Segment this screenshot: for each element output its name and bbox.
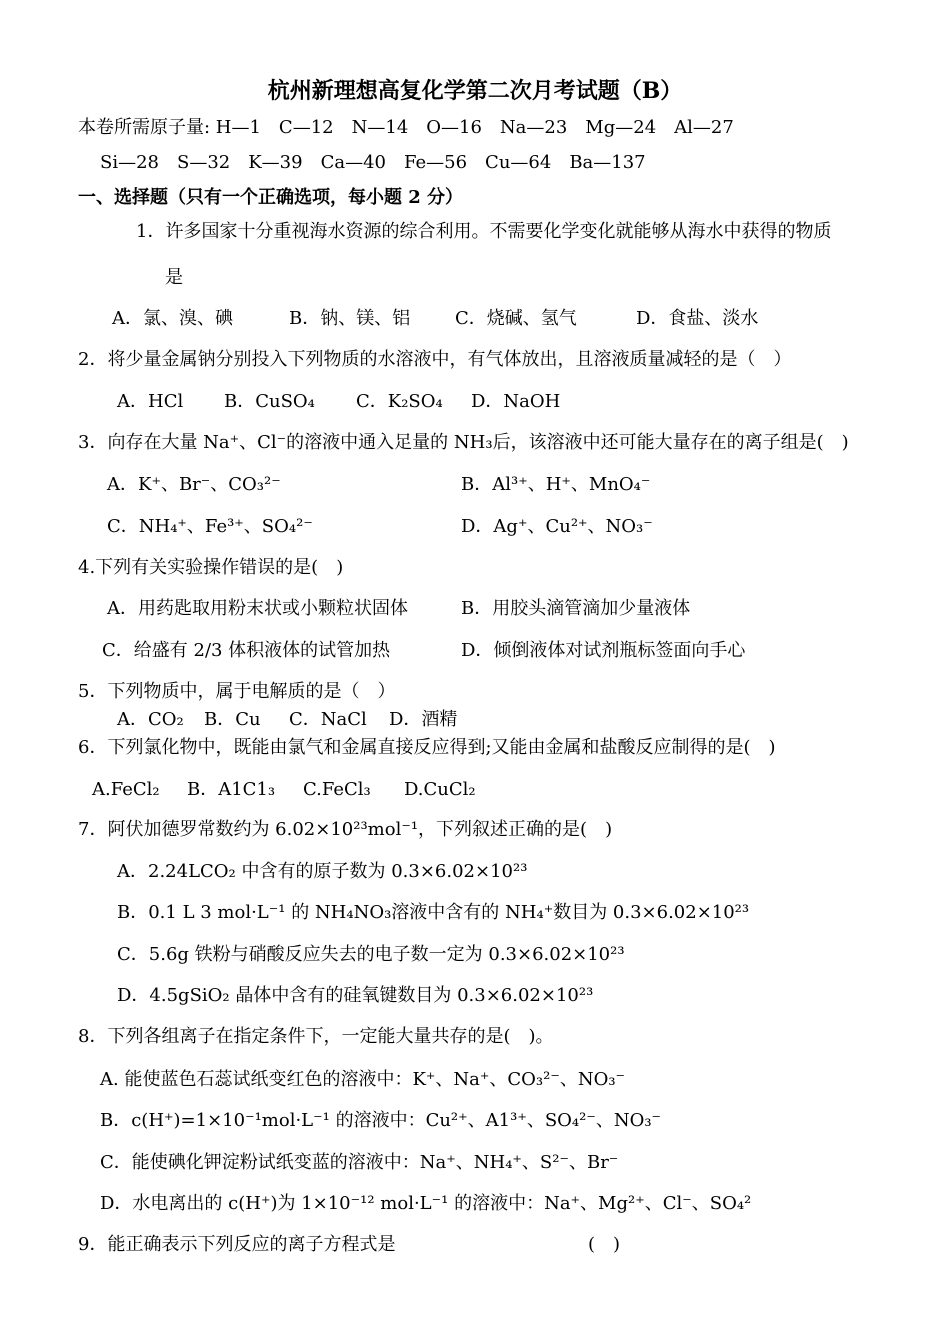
question-2-option-d: D．NaOH <box>471 391 561 412</box>
question-5-option-c: C．NaCl <box>289 709 367 730</box>
question-5-stem: 5．下列物质中，属于电解质的是（ ） <box>78 681 396 702</box>
question-5-option-b: B．Cu <box>204 709 261 730</box>
question-8-option-d: D．水电离出的 c(H⁺)为 1×10⁻¹² mol·L⁻¹ 的溶液中：Na⁺、Mg²⁺、Cl⁻、SO₄² <box>100 1193 752 1214</box>
question-4-option-b: B．用胶头滴管滴加少量液体 <box>461 598 691 619</box>
question-2-option-b: B．CuSO₄ <box>224 391 315 412</box>
question-9-stem: 9．能正确表示下列反应的离子方程式是 <box>78 1234 396 1255</box>
question-4-option-a: A．用药匙取用粉末状或小颗粒状固体 <box>107 598 408 619</box>
question-6-option-c: C.FeCl₃ <box>303 779 371 800</box>
question-4-stem: 4.下列有关实验操作错误的是( ) <box>78 557 344 578</box>
question-1-option-c: C．烧碱、氢气 <box>455 308 577 329</box>
question-8-option-b: B．c(H⁺)=1×10⁻¹mol·L⁻¹ 的溶液中：Cu²⁺、A1³⁺、SO₄²⁻、NO₃⁻ <box>100 1110 662 1131</box>
atomic-masses-line1: 本卷所需原子量: H—1 C—12 N—14 O—16 Na—23 Mg—24 Al—27 <box>78 117 734 138</box>
question-9-answer-bracket: ( ) <box>588 1234 621 1255</box>
question-2-option-c: C．K₂SO₄ <box>356 391 443 412</box>
page-title: 杭州新理想高复化学第二次月考试题（B） <box>267 78 683 104</box>
question-3-stem: 3．向存在大量 Na⁺、Cl⁻的溶液中通入足量的 NH₃后，该溶液中还可能大量存在的离子组是( ) <box>78 432 849 453</box>
question-5-option-a: A．CO₂ <box>117 709 184 730</box>
question-1-option-b: B．钠、镁、铝 <box>289 308 411 329</box>
question-6-stem: 6．下列氯化物中，既能由氯气和金属直接反应得到;又能由金属和盐酸反应制得的是( ) <box>78 737 776 758</box>
question-1-option-d: D．食盐、淡水 <box>636 308 759 329</box>
question-4-option-d: D．倾倒液体对试剂瓶标签面向手心 <box>461 640 746 661</box>
question-1-option-a: A．氯、溴、碘 <box>112 308 233 329</box>
question-7-stem: 7．阿伏加德罗常数约为 6.02×10²³mol⁻¹，下列叙述正确的是( ) <box>78 819 613 840</box>
atomic-masses-line2: Si—28 S—32 K—39 Ca—40 Fe—56 Cu—64 Ba—137 <box>100 152 646 173</box>
question-7-option-c: C．5.6g 铁粉与硝酸反应失去的电子数一定为 0.3×6.02×10²³ <box>117 944 625 965</box>
question-7-option-b: B．0.1 L 3 mol·L⁻¹ 的 NH₄NO₃溶液中含有的 NH₄⁺数目为 0.3×6.02×10²³ <box>117 902 750 923</box>
question-2-option-a: A．HCl <box>117 391 184 412</box>
question-8-option-a: A. 能使蓝色石蕊试纸变红色的溶液中：K⁺、Na⁺、CO₃²⁻、NO₃⁻ <box>100 1069 626 1090</box>
question-3-option-a: A．K⁺、Br⁻、CO₃²⁻ <box>107 474 281 495</box>
question-8-stem: 8．下列各组离子在指定条件下，一定能大量共存的是( )。 <box>78 1026 554 1047</box>
question-3-option-c: C．NH₄⁺、Fe³⁺、SO₄²⁻ <box>107 516 313 537</box>
question-2-stem: 2．将少量金属钠分别投入下列物质的水溶液中，有气体放出，且溶液质量减轻的是（ ） <box>78 349 792 370</box>
question-7-option-a: A．2.24LCO₂ 中含有的原子数为 0.3×6.02×10²³ <box>117 861 528 882</box>
question-6-option-a: A.FeCl₂ <box>92 779 160 800</box>
question-6-option-b: B．A1C1₃ <box>187 779 276 800</box>
section-heading: 一、选择题（只有一个正确选项，每小题 2 分） <box>78 187 464 208</box>
question-1-stem-cont: 是 <box>165 267 183 288</box>
question-8-option-c: C．能使碘化钾淀粉试纸变蓝的溶液中：Na⁺、NH₄⁺、S²⁻、Br⁻ <box>100 1152 619 1173</box>
question-7-option-d: D．4.5gSiO₂ 晶体中含有的硅氧键数目为 0.3×6.02×10²³ <box>117 985 594 1006</box>
question-1-stem: 1．许多国家十分重视海水资源的综合利用。不需要化学变化就能够从海水中获得的物质 <box>136 221 832 242</box>
question-3-option-b: B．Al³⁺、H⁺、MnO₄⁻ <box>461 474 651 495</box>
question-5-option-d: D．酒精 <box>389 709 458 730</box>
question-6-option-d: D.CuCl₂ <box>404 779 476 800</box>
question-4-option-c: C．给盛有 2/3 体积液体的试管加热 <box>102 640 391 661</box>
question-3-option-d: D．Ag⁺、Cu²⁺、NO₃⁻ <box>461 516 653 537</box>
